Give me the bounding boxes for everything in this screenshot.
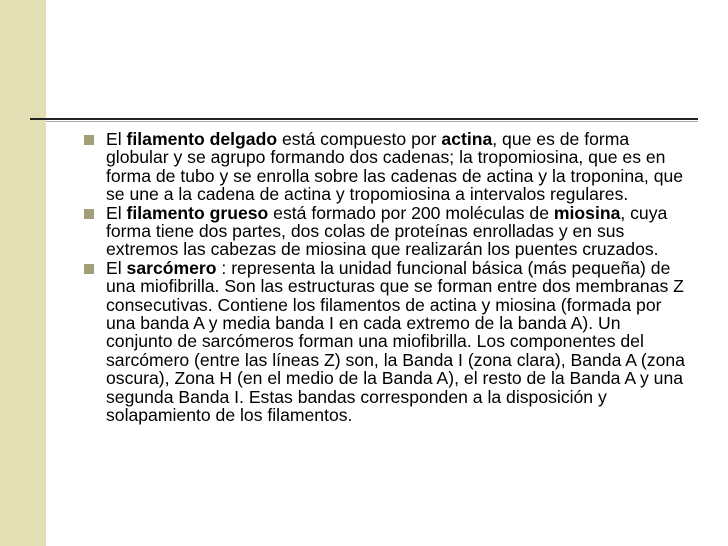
bullet-term: miosina [553,202,621,223]
bullet-filamento-delgado [78,130,690,204]
bullet-sarcomero [78,259,690,425]
square-bullet-icon [84,264,94,274]
slide-body [78,130,690,425]
bullet-term: filamento grueso [126,202,269,223]
bullet-text: : representa la unidad funcional básica (más pequeña) de una miofibrilla. Son las estructuras que se forman entre dos membranas Z consecutivas. Contiene los filamentos de actina y miosina (formada por una banda A y media banda I en cada extremo de la banda A). Un conjunto de sarcómeros forman una miofibrilla. Los componentes del sarcómero (entre las líneas Z) son, la Banda I (zona clara), Banda A (zona oscura), Zona H (en el medio de la Banda A), el resto de la Banda A y una segunda Banda I. Estas bandas corresponden a la disposición y solapamiento de los filamentos. [106,257,685,426]
left-divider-line [46,0,47,400]
left-accent-bar [0,0,46,546]
bullet-text: El [106,129,127,149]
bullet-text: El [106,202,127,223]
title-rule-thick [30,118,698,120]
bullet-term: actina [441,129,493,149]
bullet-term: sarcómero [126,257,217,278]
square-bullet-icon [84,209,94,219]
bullet-term: filamento delgado [126,129,278,149]
bullet-filamento-grueso [78,204,690,259]
square-bullet-icon [84,135,94,145]
title-rule-thin [46,121,698,122]
bullet-text: está formado por 200 moléculas de [268,202,554,223]
bullet-text: , cuya forma tiene dos partes, dos colas de proteínas enrolladas y en sus extremos las cabezas de miosina que realizarán los puentes cruzados. [106,202,668,260]
bullet-text: El [106,257,127,278]
bullet-text: está compuesto por [277,129,442,149]
bullet-text: , que es de forma globular y se agrupo formando dos cadenas; la tropomiosina, que es en forma de tubo y se enrolla sobre las cadenas de actina y la troponina, que se une a la cadena de actina y tropomiosina a intervalos regulares. [106,129,684,205]
